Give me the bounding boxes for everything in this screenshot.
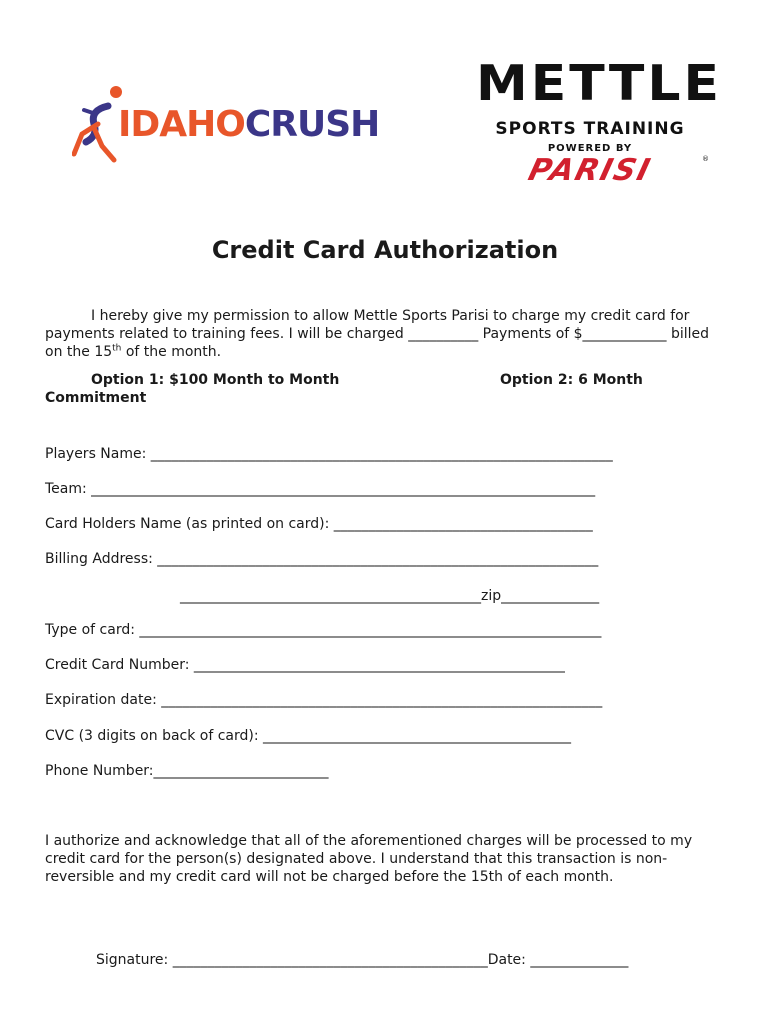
mettle-logo: [472, 55, 723, 190]
billing-address-field[interactable]: Billing Address: _______________________________________________________________: [45, 551, 599, 567]
sports-training-text: SPORTS TRAINING: [495, 119, 685, 139]
powered-by-text: POWERED BY: [547, 143, 633, 154]
idaho-text: IDAHO: [118, 104, 245, 145]
intro-paragraph: [45, 307, 735, 361]
page-title: Credit Card Authorization: [211, 236, 559, 264]
phone-number-field[interactable]: Phone Number:_________________________: [45, 763, 329, 779]
parisi-wordmark: PARISI: [524, 153, 656, 188]
players-name-field[interactable]: Players Name: __________________________________________________________________: [45, 446, 613, 462]
intro-line-2: payments related to training fees. I will be charged __________ Payments of $____________ billed: [45, 326, 710, 342]
intro-line-3: on the 15th of the month.: [45, 343, 222, 360]
intro-line-1: I hereby give my permission to allow Mettle Sports Parisi to charge my credit card for: [91, 308, 690, 324]
authorization-paragraph: [45, 832, 735, 886]
expiration-date-field[interactable]: Expiration date: _______________________________________________________________: [45, 692, 603, 708]
idahocrush-logo: [72, 84, 380, 174]
option-2: Option 2: 6 Month: [500, 372, 643, 388]
registered-mark: ®: [702, 155, 709, 163]
type-of-card-field[interactable]: Type of card: __________________________________________________________________: [45, 622, 602, 638]
cvc-field[interactable]: CVC (3 digits on back of card): ____________________________________________: [45, 728, 572, 744]
signature-date-field[interactable]: Signature: _____________________________________________Date: ______________: [96, 952, 629, 968]
card-holder-name-field[interactable]: Card Holders Name (as printed on card): _____________________________________: [45, 516, 593, 532]
credit-card-number-field[interactable]: Credit Card Number: _____________________________________________________: [45, 657, 565, 673]
mettle-wordmark: METTLE: [476, 55, 723, 113]
closing-line-3: reversible and my credit card will not be charged before the 15th of each month.: [45, 869, 614, 885]
closing-line-2: credit card for the person(s) designated above. I understand that this transaction is non-: [45, 851, 668, 867]
runner-icon: [72, 84, 122, 174]
idahocrush-wordmark: [118, 104, 379, 145]
team-field[interactable]: Team: ________________________________________________________________________: [45, 481, 596, 497]
option-1-line-2: Commitment: [45, 390, 147, 406]
crush-text: CRUSH: [244, 104, 380, 145]
option-1-line-1: Option 1: $100 Month to Month: [91, 372, 340, 388]
closing-line-1: I authorize and acknowledge that all of the aforementioned charges will be processed to my: [45, 833, 693, 849]
zip-field[interactable]: ___________________________________________zip______________: [180, 588, 600, 604]
